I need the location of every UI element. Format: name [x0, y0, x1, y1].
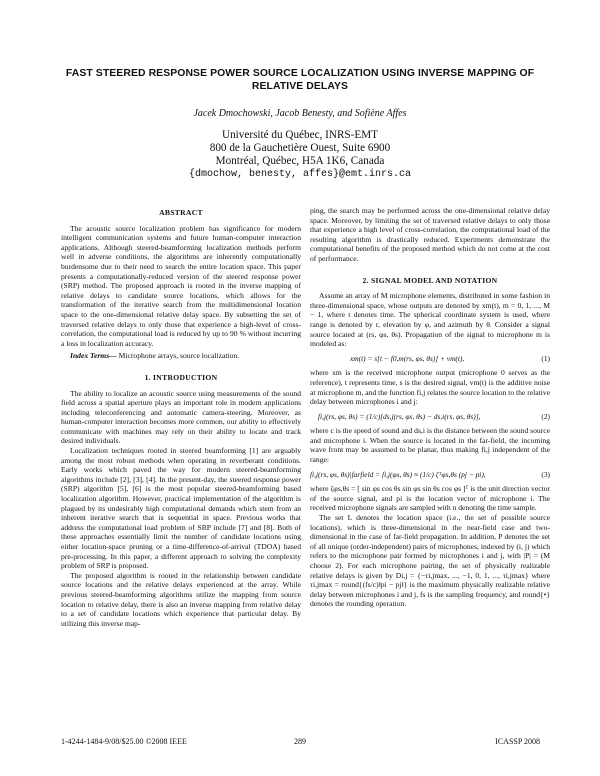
- equation-1: [310, 354, 550, 364]
- intro-continuation: ping, the search may be performed across the one-dimensional relative delay space. Moreover, by limiting the set of traversed relative delays to only those that experience a high level of cross-correlation, the computational load of the resulting algorithm is drastically reduced. Experiments demonstrate the computational benefits of the proposed method which do not come at the cost of performance.: [310, 206, 550, 263]
- signal-model-paragraph-4: where ζφs,θs = [ sin φs cos θs sin φs sin θs cos φs ]ᵀ is the unit direction vector of the source signal, and pi is the location vector of microphone i. The received microphone signals are sampled with n denoting the time sample.: [310, 484, 550, 513]
- footer-conference: ICASSP 2008: [495, 737, 540, 746]
- author-email: {dmochow, benesty, affes}@emt.inrs.ca: [188, 169, 412, 180]
- affiliation-line-2: 800 de la Gauchetière Ouest, Suite 6900: [209, 142, 391, 154]
- paper-title: FAST STEERED RESPONSE POWER SOURCE LOCALIZATION USING INVERSE MAPPING OF RELATIVE DELAYS: [65, 68, 535, 92]
- signal-model-paragraph-5: The set L denotes the location space (i.e., the set of possible source locations), which is three-dimensional in the near-field case and two-dimensional in the case of far-field propagation. In addition, P denotes the set of all unique (order-independent) pairs of microphones, indexed by (i, j) which refers to the microphone pair formed by microphones i and j, with |P| = (M choose 2). For each microphone pairing, the set of physically realizable relative delays is given by Di,j = {−τi,jmax, ..., −1, 0, 1, ..., τi,jmax} where τi,jmax = round{(fs/c)‖pi − pj‖} is the maximum physically realizable relative delay between microphones i and j, fs is the sampling frequency, and round{•} denotes the rounding operation.: [310, 513, 550, 609]
- intro-paragraph-1: The ability to localize an acoustic source using measurements of the sound field across a spatial aperture plays an important role in modern applications including teleconferencing and automatic camera-steering. Moreover, as human-computer interaction becomes more common, our ability to effectively communicate with machines may rely on their ability to locate and track desired individuals.: [61, 388, 301, 446]
- signal-model-heading: 2. SIGNAL MODEL AND NOTATION: [362, 275, 498, 285]
- index-terms-text: Microphone arrays, source localization.: [118, 351, 240, 361]
- equation-3: [310, 470, 550, 480]
- equation-2-number: (2): [541, 411, 550, 421]
- equation-1-number: (1): [541, 353, 550, 363]
- footer-page-number: 289: [294, 737, 306, 746]
- intro-paragraph-2: Localization techniques rooted in steered beamforming [1] are arguably among the most robust methods when operating in reverberant conditions. Early works which paved the way for modern steered-beamforming algorithms include [2], [3], [4]. In the present-day, the steered response power (SRP) algorithm [5], [6] is the most popular steered-beamforming based localization algorithm. However, practical implementation of the algorithm is plagued by its undesirably high computational demands which stem from an inherent iterative search that is sequential in space. Previous works that address the computational load problem of SRP include [7] and [8]. Both of these approaches essentially limit the number of candidate locations using either location-space pruning or a time-difference-of-arrival (TDOA) based pre-processing. In this paper, a different approach to solving the complexity problem of SRP is proposed.: [61, 446, 301, 571]
- index-terms: [61, 351, 301, 361]
- equation-3-number: (3): [541, 469, 550, 479]
- signal-model-paragraph-3: where c is the speed of sound and ds,i is the distance between the sound source and microphone i. When the source is located in the far-field, the incoming wave front may be assumed to be planar, thus making fi,j independent of the range:: [310, 426, 550, 465]
- signal-model-paragraph-1: Assume an array of M microphone elements, distributed in some fashion in three-dimensional space, whose outputs are denoted by xm(t), m = 0, 1, ..., M − 1, where t denotes time. The spherical coordinate system is used, where range is denoted by r, elevation by φ, and azimuth by θ. Consider a signal source located at (rs, φs, θs). Propagation of the signal to microphone m is modeled as:: [310, 291, 550, 349]
- abstract-heading: ABSTRACT: [159, 208, 203, 217]
- equation-2-body: fi,j(rs, φs, θs) = (1/c)[ds,j(rs, φs, θs) − ds,i(rs, φs, θs)],: [318, 411, 481, 421]
- left-column: [61, 208, 301, 628]
- intro-paragraph-3: The proposed algorithm is rooted in the relationship between candidate source locations and the relative delays experienced at the array. While previous steered-beamforming algorithms utilize the mapping from source location to relative delay, there is also an inverse mapping from relative delay to a set of candidate locations which experience that particular delay. By utilizing this inverse map-: [61, 570, 301, 628]
- footer-copyright: 1-4244-1484-9/08/$25.00 ©2008 IEEE: [61, 737, 187, 746]
- signal-model-paragraph-2: where xm is the received microphone output (microphone 0 serves as the reference), t represents time, s is the desired signal, vm(t) is the additive noise at microphone m, and the function fi,j relates the source location to the relative delay between microphones i and j:: [310, 368, 550, 407]
- index-terms-label: Index Terms—: [70, 351, 117, 361]
- equation-2: [310, 412, 550, 422]
- affiliation-line-1: Université du Québec, INRS-EMT: [222, 129, 378, 141]
- affiliation-line-3: Montréal, Québec, H5A 1K6, Canada: [215, 155, 385, 167]
- abstract-text: The acoustic source localization problem has significance for modern intelligent communication systems and future human-computer interaction applications. Although steered-beamforming localization methods perform well in adverse conditions, the algorithms are inherently computationally burdensome due to their need to search the entire location space. This paper presents a computationally-reduced version of the steered response power (SRP) method. The proposed approach is rooted in the inverse mapping of relative delays to candidate source locations, which allows for the transformation of the iterative search from the multidimensional location space to the one-dimensional relative delay space. By subsetting the set of traversed relative delays to only those that experience a high-level of cross-correlation, the computational load is reduced by up to 90 % without incurring a loss in localization accuracy.: [61, 223, 301, 348]
- equation-3-body: fi,j(rs, φs, θs)|farfield = fi,j(φs, θs) ≈ (1/c) ζᵀφs,θs (pj − pi),: [310, 469, 486, 479]
- author-list: Jacek Dmochowski, Jacob Benesty, and Sofiène Affes: [193, 108, 407, 119]
- right-column: [310, 206, 550, 609]
- affiliation-block: [60, 129, 540, 181]
- introduction-heading: 1. INTRODUCTION: [144, 372, 218, 382]
- equation-1-body: xm(t) = s[t − f0,m(rs, φs, θs)] + vm(t),: [350, 353, 465, 363]
